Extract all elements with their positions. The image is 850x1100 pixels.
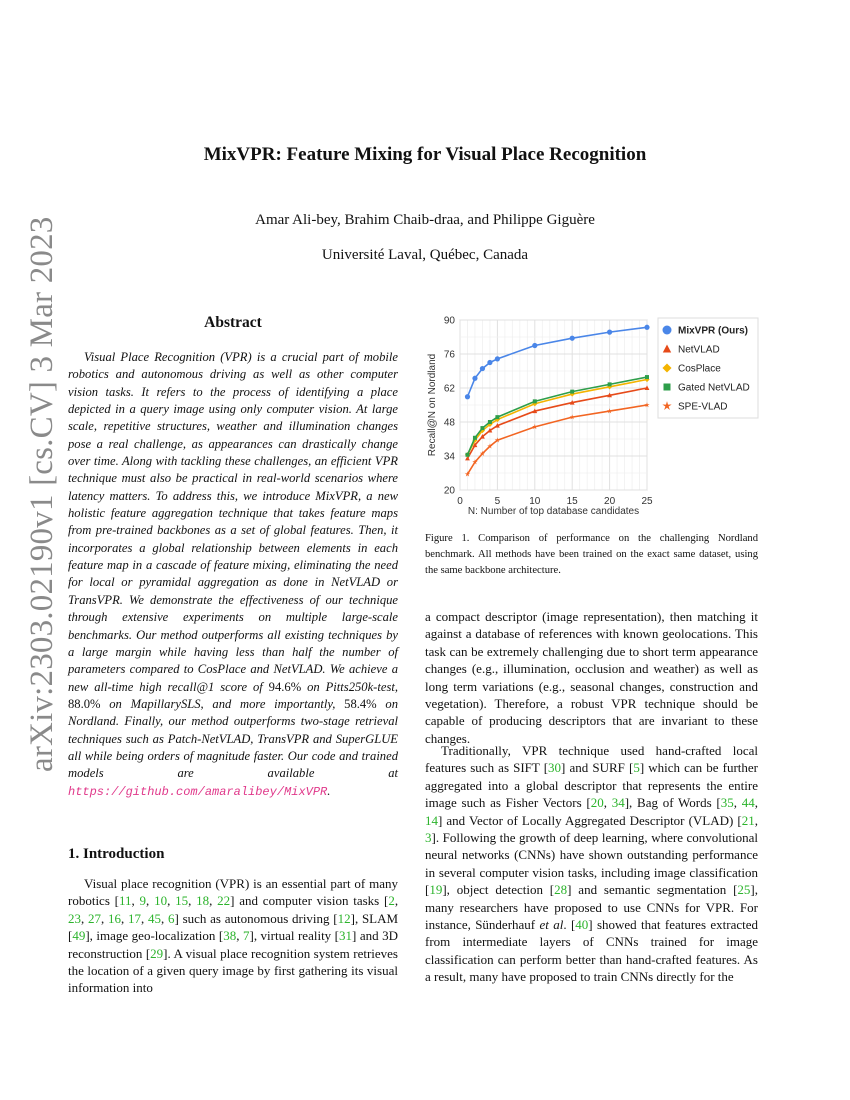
citation-link[interactable]: 30 <box>548 760 562 776</box>
citation-link[interactable]: 16 <box>108 910 121 926</box>
paragraph-text: , <box>81 910 88 926</box>
paragraph-text: , <box>131 893 140 909</box>
citation-link[interactable]: 25 <box>737 882 751 898</box>
y-tick-label: 48 <box>443 417 455 429</box>
abstract-text: on Pitts250k-test, <box>301 679 399 694</box>
data-point <box>480 426 484 430</box>
paragraph-text: ], object detection [ <box>442 882 555 898</box>
data-point <box>608 382 612 386</box>
data-point <box>495 415 499 419</box>
paper-title: MixVPR: Feature Mixing for Visual Place Recognition <box>203 144 647 165</box>
data-point <box>607 330 612 335</box>
x-tick-label: 25 <box>641 496 653 507</box>
paragraph-text: ] and computer vision tasks [ <box>230 893 389 909</box>
x-tick-label: 15 <box>566 496 578 507</box>
citation-link[interactable]: 28 <box>554 882 568 898</box>
y-tick-label: 34 <box>443 451 455 463</box>
citation-link[interactable]: 6 <box>168 910 175 926</box>
data-point <box>465 453 469 457</box>
citation-link[interactable]: 3 <box>425 830 432 846</box>
paragraph-text: , <box>603 795 612 811</box>
data-point <box>488 420 492 424</box>
paragraph-text: , <box>209 893 218 909</box>
citation-link[interactable]: 2 <box>388 893 395 909</box>
authors: Amar Ali-bey, Brahim Chaib-draa, and Philippe Giguère <box>255 212 595 228</box>
citation-link[interactable]: 9 <box>139 893 147 909</box>
paragraph-text: ] which can be further aggregated into a global descriptor that represents the entire image such as Fisher Vectors [ <box>425 760 759 811</box>
paragraph-text: ], many researchers have proposed to use CNNs for VPR. For instance, Sünderhauf <box>425 882 758 933</box>
legend-label: MixVPR (Ours) <box>678 325 749 337</box>
citation-link[interactable]: 12 <box>337 910 351 926</box>
citation-link[interactable]: 49 <box>72 928 86 944</box>
arxiv-identifier: arXiv:2303.02190v1 [cs.CV] 3 Mar 2023 <box>24 216 60 772</box>
citation-link[interactable]: 45 <box>148 910 161 926</box>
body-paragraph: a compact descriptor (image representation), then matching it against a database of references with known geolocations. This task can be extremely challenging due to short term appearance changes (e.g., illumination, occlusion and weather) as well as long term variations (e.g., seasonal changes, construction and vegetation). Therefore, a robust VPR technique should be capable of producing descriptors that are invariant to these changes. <box>425 609 758 746</box>
paragraph-text: ] showed that features extracted from intermediate layers of CNNs trained for image classification can perform better than hand-crafted features. As a result, many have proposed to train CNNs directly for the <box>425 917 758 985</box>
paragraph-text: , <box>121 910 128 926</box>
citation-link[interactable]: 18 <box>196 893 210 909</box>
citation-link[interactable]: 5 <box>633 760 640 776</box>
paragraph-text: , <box>101 910 108 926</box>
paragraph-text: , <box>167 893 176 909</box>
legend-label: SPE-VLAD <box>678 401 728 413</box>
paragraph-text: ], Bag of Words [ <box>624 795 721 811</box>
citation-link[interactable]: 21 <box>741 812 755 828</box>
intro-paragraph <box>68 875 398 997</box>
citation-link[interactable]: 40 <box>575 917 589 933</box>
affiliation: Université Laval, Québec, Canada <box>321 247 529 263</box>
y-tick-label: 76 <box>443 349 455 361</box>
data-point <box>495 356 500 361</box>
citation-link[interactable]: 44 <box>741 795 755 811</box>
x-tick-label: 10 <box>529 496 541 507</box>
x-axis-label: N: Number of top database candidates <box>467 506 640 517</box>
citation-link[interactable]: 23 <box>68 910 81 926</box>
abstract-text: . <box>327 783 331 798</box>
data-point <box>532 343 537 348</box>
citation-link[interactable]: 14 <box>425 812 438 828</box>
abstract-number: 88.0% <box>68 696 101 711</box>
paragraph-text: . [ <box>563 917 576 933</box>
paragraph-text: , <box>754 812 758 828</box>
abstract-heading: Abstract <box>204 314 262 331</box>
citation-link[interactable]: 10 <box>154 893 168 909</box>
paragraph-text: ], image geo-localization [ <box>85 928 224 944</box>
paragraph-text: ] such as autonomous driving [ <box>174 910 338 926</box>
y-axis-label: Recall@N on Nordland <box>427 353 438 457</box>
paragraph-text: , <box>394 893 399 909</box>
legend-label: CosPlace <box>678 363 721 375</box>
data-point <box>480 366 485 371</box>
paragraph-text: Traditionally, VPR technique used hand-crafted local features such as SIFT [ <box>425 743 758 776</box>
paragraph-text: , <box>236 928 243 944</box>
data-point <box>570 390 574 394</box>
paragraph-text: ], virtual reality [ <box>249 928 340 944</box>
citation-link[interactable]: 31 <box>339 928 353 944</box>
legend-label: NetVLAD <box>678 344 720 356</box>
abstract-number: 58.4% <box>344 696 377 711</box>
citation-link[interactable]: 34 <box>611 795 625 811</box>
legend-marker <box>663 326 672 335</box>
paragraph-text: Visual place recognition (VPR) is an essential part of many robotics [ <box>68 876 398 909</box>
abstract-text: Visual Place Recognition (VPR) is a crucial part of mobile robotics and autonomous driving as well as other computer vision tasks. It refers to the process of identifying a place depicted in a query image using only computer vision. At large scale, repetitive structures, weather and illumination changes pose a real challenge, as appearances can drastically change over time. Along with tackling these challenges, an efficient VPR technique must also be practical in real-world scenarios where latency matters. To address this, we introduce MixVPR, a new holistic feature aggregation technique that takes feature maps from pre-trained backbones as a set of global features. Then, it incorporates a global relationship between elements in each feature map in a cascade of feature mixing, eliminating the need for local or pyramidal aggregation as done in NetVLAD or TransVPR. We demonstrate the effectiveness of our technique through extensive experiments on multiple large-scale benchmarks. Our method outperforms all existing techniques by a large margin while having less than half the number of parameters compared to CosPlace and NetVLAD. We achieve a new all-time high recall@1 score of <box>68 350 398 694</box>
data-point <box>645 375 649 379</box>
figure-caption: Figure 1. Comparison of performance on the challenging Nordland benchmark. All methods have been trained on the exact same dataset, using the same backbone architecture. <box>425 533 758 577</box>
paragraph-text: , <box>141 910 148 926</box>
citation-link[interactable]: 19 <box>429 882 443 898</box>
data-point <box>644 325 649 330</box>
data-point <box>570 336 575 341</box>
paragraph-text: , <box>733 795 742 811</box>
y-tick-label: 20 <box>443 485 455 497</box>
abstract-number: 94.6% <box>268 679 302 694</box>
citation-link[interactable]: 7 <box>242 928 250 944</box>
paragraph-text: , <box>161 910 168 926</box>
legend-marker <box>664 384 671 391</box>
paragraph-text: ]. Following the growth of deep learning, where convolutional neural networks (CNNs) have shown outstanding performance in several computer vision tasks, including image classification [ <box>425 830 758 898</box>
citation-link[interactable]: 35 <box>720 795 734 811</box>
body-paragraph <box>425 742 758 986</box>
paragraph-text: , <box>754 795 759 811</box>
data-point <box>465 394 470 399</box>
abstract-text: on MapillarySLS, and more importantly, <box>100 696 345 711</box>
paragraph-text: ], SLAM [ <box>68 910 399 944</box>
recall-chart <box>420 310 765 520</box>
github-link[interactable]: https://github.com/amaralibey/MixVPR <box>68 784 328 799</box>
data-point <box>472 376 477 381</box>
abstract-text: on Nordland. Finally, our method outperforms two-stage retrieval techniques such as Patch-NetVLAD, TransVPR and SuperGLUE all while being orders of magnitude faster. Our code and trained models are available at <box>68 696 398 781</box>
citation-link[interactable]: 11 <box>118 893 132 909</box>
legend-label: Gated NetVLAD <box>678 382 750 394</box>
paragraph-text: , <box>188 893 197 909</box>
paragraph-text: ] and semantic segmentation [ <box>567 882 738 898</box>
paragraph-text: , <box>146 893 155 909</box>
y-tick-label: 90 <box>443 315 455 327</box>
citation-link[interactable]: 29 <box>150 945 164 961</box>
x-tick-label: 20 <box>604 496 616 507</box>
x-tick-label: 5 <box>494 496 501 507</box>
citation-link[interactable]: 22 <box>217 893 231 909</box>
abstract-body <box>68 349 398 801</box>
data-point <box>533 399 537 403</box>
italic-text: et al <box>539 917 564 933</box>
y-tick-label: 62 <box>443 383 455 395</box>
data-point <box>487 360 492 365</box>
citation-link[interactable]: 27 <box>88 910 101 926</box>
paragraph-text: ] and Vector of Locally Aggregated Descriptor (VLAD) [ <box>438 812 742 828</box>
section-heading-introduction: 1. Introduction <box>68 846 165 862</box>
paragraph-text: ] and 3D reconstruction [ <box>68 928 398 961</box>
citation-link[interactable]: 20 <box>590 795 604 811</box>
paragraph-text: ]. A visual place recognition system retrieves the location of a given query image by first gathering its visual information into <box>68 945 398 996</box>
x-tick-label: 0 <box>457 496 463 507</box>
paragraph-text: ] and SURF [ <box>561 760 634 776</box>
data-point <box>473 436 477 440</box>
citation-link[interactable]: 17 <box>128 910 141 926</box>
citation-link[interactable]: 15 <box>175 893 189 909</box>
citation-link[interactable]: 38 <box>223 928 237 944</box>
